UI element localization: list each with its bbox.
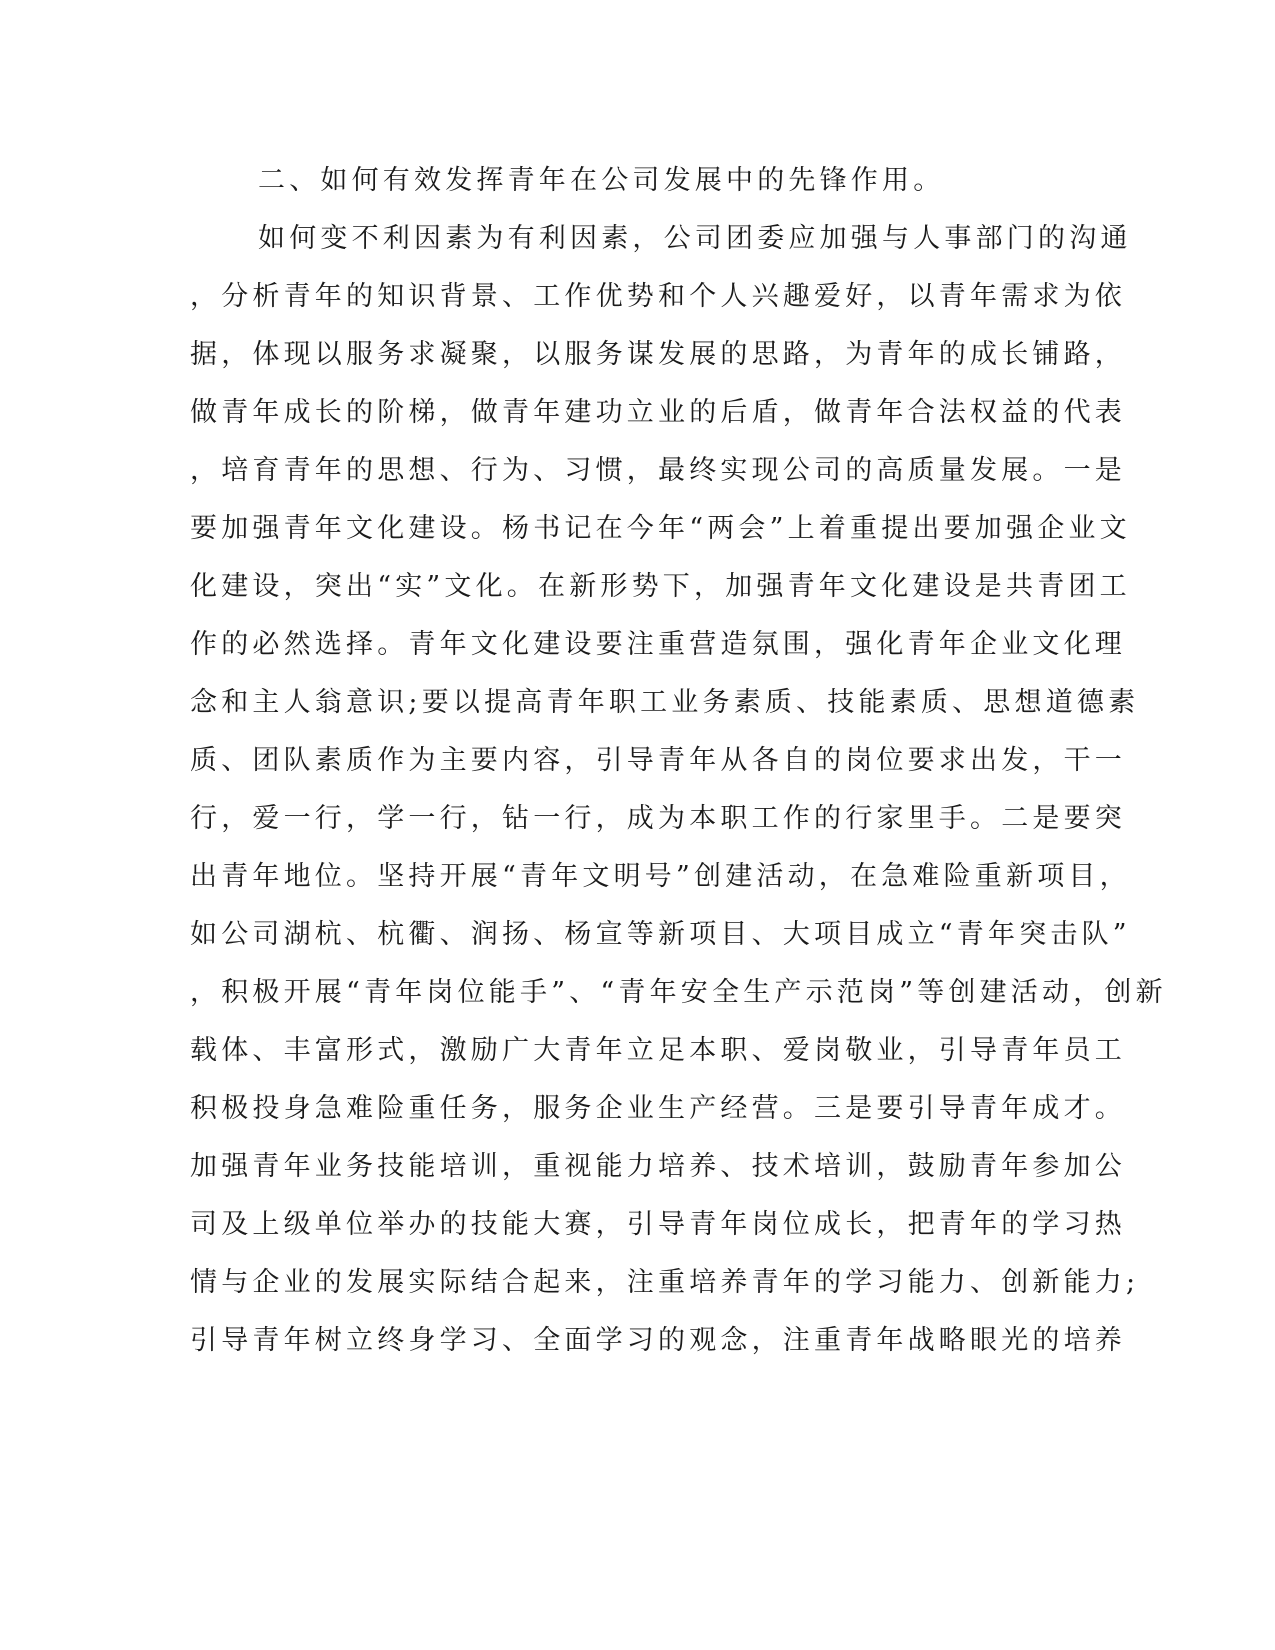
paragraph-line: 据，体现以服务求凝聚，以服务谋发展的思路，为青年的成长铺路， bbox=[190, 339, 1126, 370]
paragraph-line: 情与企业的发展实际结合起来，注重培养青年的学习能力、创新能力; bbox=[190, 1267, 1140, 1298]
paragraph-line: 念和主人翁意识;要以提高青年职工业务素质、技能素质、思想道德素 bbox=[190, 687, 1140, 718]
paragraph-line: 出青年地位。坚持开展“青年文明号”创建活动，在急难险重新项目， bbox=[190, 861, 1131, 892]
paragraph-line: 行，爱一行，学一行，钻一行，成为本职工作的行家里手。二是要突 bbox=[190, 803, 1126, 834]
paragraph-line: 加强青年业务技能培训，重视能力培养、技术培训，鼓励青年参加公 bbox=[190, 1151, 1126, 1182]
paragraph-line: 要加强青年文化建设。杨书记在今年“两会”上着重提出要加强企业文 bbox=[190, 513, 1131, 544]
paragraph-line: 载体、丰富形式，激励广大青年立足本职、爱岗敬业，引导青年员工 bbox=[190, 1035, 1126, 1066]
paragraph-line: 积极投身急难险重任务，服务企业生产经营。三是要引导青年成才。 bbox=[190, 1093, 1126, 1124]
paragraph-line: 如何变不利因素为有利因素，公司团委应加强与人事部门的沟通 bbox=[258, 223, 1132, 254]
paragraph-line: ，分析青年的知识背景、工作优势和个人兴趣爱好，以青年需求为依 bbox=[190, 281, 1126, 312]
paragraph-line: 做青年成长的阶梯，做青年建功立业的后盾，做青年合法权益的代表 bbox=[190, 397, 1126, 428]
paragraph-line: 化建设，突出“实”文化。在新形势下，加强青年文化建设是共青团工 bbox=[190, 571, 1131, 602]
paragraph-line: 质、团队素质作为主要内容，引导青年从各自的岗位要求出发，干一 bbox=[190, 745, 1126, 776]
section-heading: 二、如何有效发挥青年在公司发展中的先锋作用。 bbox=[258, 165, 945, 196]
paragraph-line: ，培育青年的思想、行为、习惯，最终实现公司的高质量发展。一是 bbox=[190, 455, 1126, 486]
paragraph-line: 引导青年树立终身学习、全面学习的观念，注重青年战略眼光的培养 bbox=[190, 1325, 1126, 1356]
paragraph-line: 作的必然选择。青年文化建设要注重营造氛围，强化青年企业文化理 bbox=[190, 629, 1126, 660]
paragraph-line: 如公司湖杭、杭衢、润扬、杨宣等新项目、大项目成立“青年突击队” bbox=[190, 919, 1131, 950]
paragraph-line: ，积极开展“青年岗位能手”、“青年安全生产示范岗”等创建活动，创新 bbox=[190, 977, 1167, 1008]
paragraph-line: 司及上级单位举办的技能大赛，引导青年岗位成长，把青年的学习热 bbox=[190, 1209, 1126, 1240]
